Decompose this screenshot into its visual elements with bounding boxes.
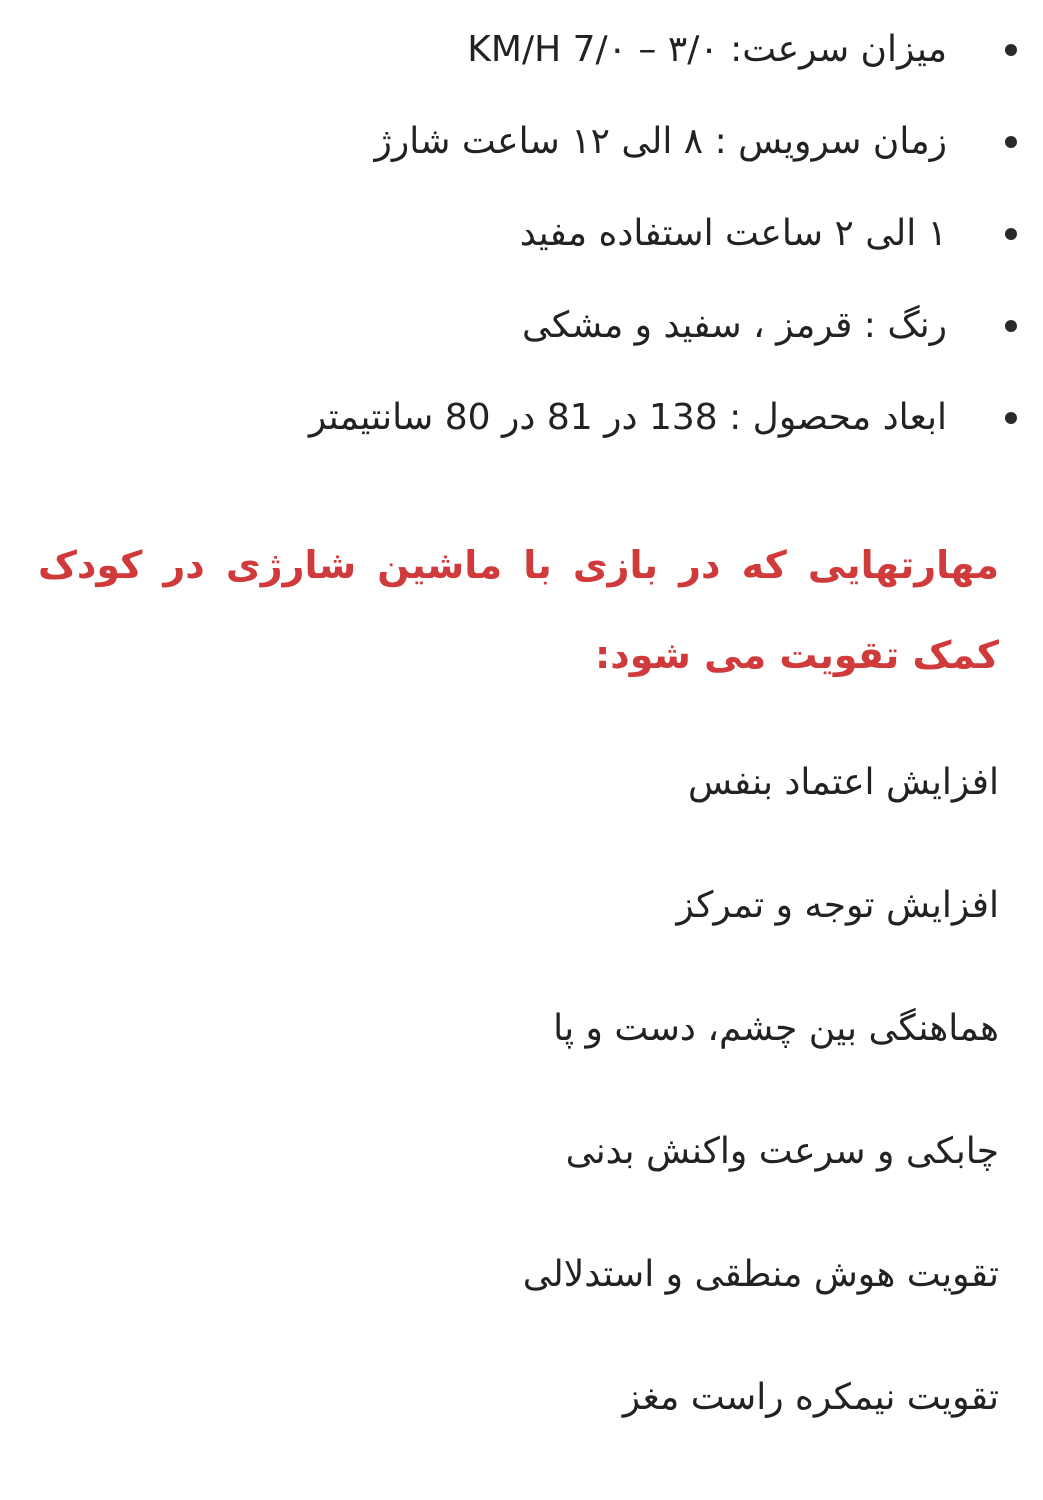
skills-list bbox=[40, 748, 999, 1486]
spec-text: ابعاد محصول : 138 در 81 در 80 سانتیمتر bbox=[308, 397, 947, 438]
skills-heading: مهارتهایی که در بازی با ماشین شارژی در کودک کمک تقویت می شود: bbox=[38, 543, 999, 677]
skill-item-coordination: هماهنگی بین چشم، دست و پا bbox=[553, 1008, 999, 1049]
spec-item-dimensions bbox=[40, 390, 981, 482]
skill-item-agility: چابکی و سرعت واکنش بدنی bbox=[565, 1131, 999, 1172]
spec-text: ۱ الی ۲ ساعت استفاده مفید bbox=[519, 213, 947, 254]
spec-text: میزان سرعت: ۳/۰ – KM/H 7/۰ bbox=[467, 29, 947, 70]
bullet-icon bbox=[1005, 136, 1017, 148]
spec-item-speed bbox=[40, 22, 981, 114]
bullet-icon bbox=[1005, 228, 1017, 240]
bullet-icon bbox=[1005, 44, 1017, 56]
bullet-icon bbox=[1005, 320, 1017, 332]
spec-text: رنگ : قرمز ، سفید و مشکی bbox=[521, 305, 947, 346]
product-spec-list bbox=[40, 22, 981, 482]
skill-item-logic: تقویت هوش منطقی و استدلالی bbox=[522, 1254, 999, 1295]
skill-item-focus: افزایش توجه و تمرکز bbox=[676, 885, 999, 926]
skill-item-right-brain: تقویت نیمکره راست مغز bbox=[622, 1377, 999, 1418]
bullet-icon bbox=[1005, 412, 1017, 424]
spec-item-colors bbox=[40, 298, 981, 390]
spec-item-service-time bbox=[40, 114, 981, 206]
spec-item-usage-time bbox=[40, 206, 981, 298]
skill-item-self-confidence: افزایش اعتماد بنفس bbox=[687, 762, 999, 803]
spec-text: زمان سرویس : ۸ الی ۱۲ ساعت شارژ bbox=[374, 121, 947, 162]
